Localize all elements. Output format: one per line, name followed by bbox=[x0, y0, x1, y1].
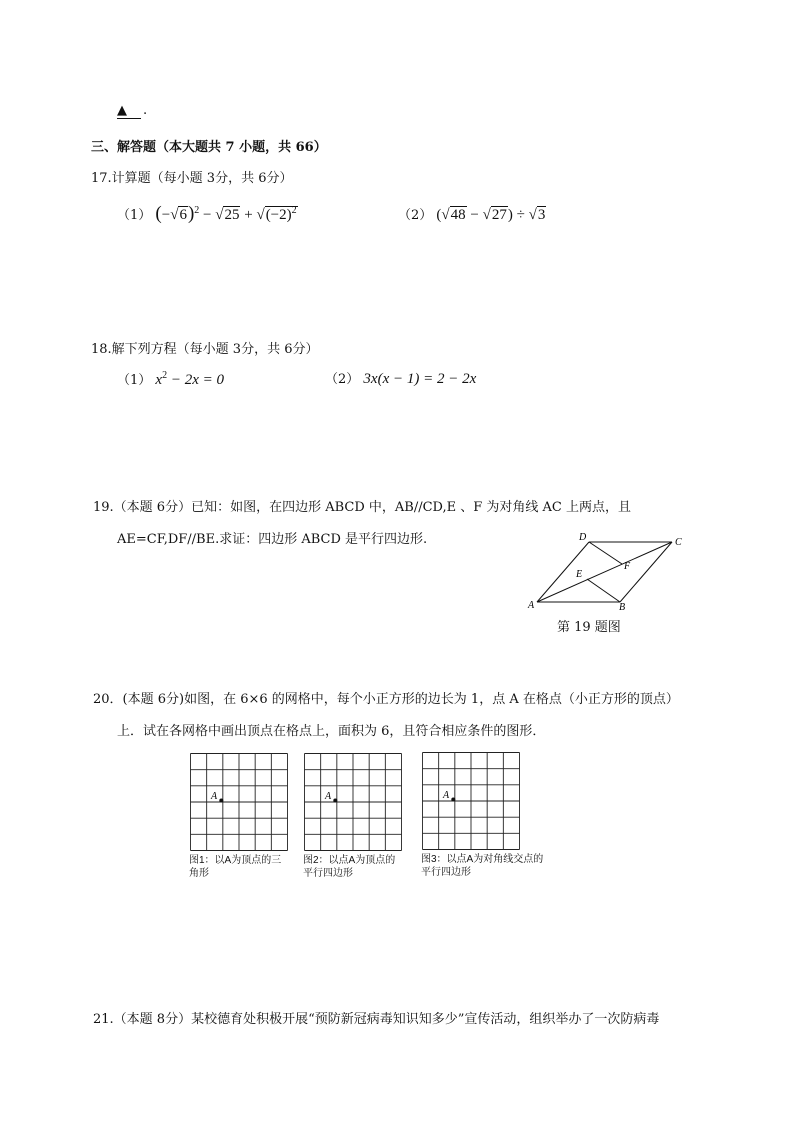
q17-p2-radicand-3: 3 bbox=[537, 207, 546, 223]
q19-figure-caption: 第 19 题图 bbox=[557, 620, 621, 635]
q20-grid-figure-2 bbox=[303, 752, 403, 880]
q20-grid-figure-1 bbox=[189, 752, 289, 880]
q17-p2-radicand-2: 27 bbox=[491, 207, 507, 223]
q17-p1-neg: − bbox=[161, 207, 171, 223]
point-a-label-3: A bbox=[443, 790, 450, 801]
q20-line1: 20．(本题 6分)如图，在 6×6 的网格中，每个小正方形的边长为 1，点 A 在格点（小正方形的顶点） bbox=[93, 692, 679, 707]
label-a: A bbox=[528, 600, 535, 611]
point-a-label-1: A bbox=[211, 791, 218, 802]
segment-df bbox=[589, 542, 622, 564]
q17-part1 bbox=[117, 203, 298, 225]
q17-title: 17.计算题（每小题 3分，共 6分） bbox=[91, 171, 293, 186]
point-a-1 bbox=[219, 799, 223, 803]
q18-part1-label: （1） bbox=[117, 373, 152, 388]
q19-line2: AE=CF,DF//BE.求证：四边形 ABCD 是平行四边形. bbox=[117, 532, 428, 547]
q17-p1-plus: + bbox=[244, 207, 253, 223]
q18-part2 bbox=[325, 368, 476, 388]
diagonal-ac bbox=[537, 542, 672, 602]
blank-marker-symbol: ▲ bbox=[117, 103, 141, 119]
q20-line2: 上．试在各网格中画出顶点在格点上，面积为 6，且符合相应条件的图形． bbox=[117, 724, 546, 739]
q17-part2-label: （2） bbox=[398, 208, 433, 223]
q17-p1-radicand-3: $(-2)^2$ bbox=[265, 205, 297, 223]
label-c: C bbox=[675, 537, 682, 548]
answer-blank-marker bbox=[117, 103, 147, 118]
point-a-3 bbox=[451, 798, 455, 802]
section-heading: 三、解答题（本大题共 7 小题，共 66） bbox=[91, 140, 327, 155]
edge-bc bbox=[620, 542, 672, 602]
point-a-label-2: A bbox=[325, 791, 332, 802]
q17-part1-label: （1） bbox=[117, 208, 152, 223]
q17-part1-expression: $(-√6)^2 - √25 + √(-2)^2$ bbox=[155, 203, 297, 224]
q17-part2 bbox=[398, 204, 546, 224]
q17-part2-expression: (√48 − √27) ÷ √3 bbox=[436, 207, 546, 223]
label-e: E bbox=[576, 569, 583, 580]
q17-p1-exponent: 2 bbox=[194, 205, 200, 216]
point-a-2 bbox=[333, 799, 337, 803]
grid-3[interactable] bbox=[421, 751, 521, 851]
q17-p2-radicand-1: 48 bbox=[450, 207, 466, 223]
q18-part2-label: （2） bbox=[325, 372, 360, 387]
label-b: B bbox=[619, 602, 626, 613]
blank-marker-tail: . bbox=[143, 103, 148, 118]
grid-2[interactable] bbox=[303, 752, 403, 852]
q17-p1-minus: − bbox=[203, 207, 212, 223]
q21-line1: 21.（本题 8分）某校德育处积极开展“预防新冠病毒知识知多少”宣传活动，组织举办了一次防病毒 bbox=[93, 1012, 660, 1027]
grid-1[interactable] bbox=[189, 752, 289, 852]
q18-part1 bbox=[117, 369, 224, 389]
q20-caption-3: 图3：以点A为对角线交点的平行四边形 bbox=[421, 854, 544, 878]
q20-caption-2: 图2：以点A为顶点的平行四边形 bbox=[303, 855, 396, 879]
label-d: D bbox=[579, 532, 587, 543]
q20-caption-1: 图1：以A为顶点的三角形 bbox=[189, 855, 282, 879]
q19-line1: 19.（本题 6分）已知：如图，在四边形 ABCD 中，AB//CD,E 、F 为对角线 AC 上两点，且 bbox=[93, 500, 632, 515]
q17-p1-radicand-2: 25 bbox=[224, 207, 240, 223]
segment-be bbox=[587, 579, 620, 602]
q20-grid-figure-3 bbox=[421, 751, 551, 879]
label-f: F bbox=[624, 561, 631, 572]
q17-p1-radicand-1: 6 bbox=[179, 207, 187, 223]
q19-figure bbox=[520, 530, 700, 615]
q18-part2-equation: 3x(x − 1) = 2 − 2x bbox=[363, 371, 477, 387]
q18-part1-equation: $x^2 - 2x = 0$ bbox=[155, 370, 224, 388]
q18-title: 18.解下列方程（每小题 3分，共 6分） bbox=[91, 342, 319, 357]
